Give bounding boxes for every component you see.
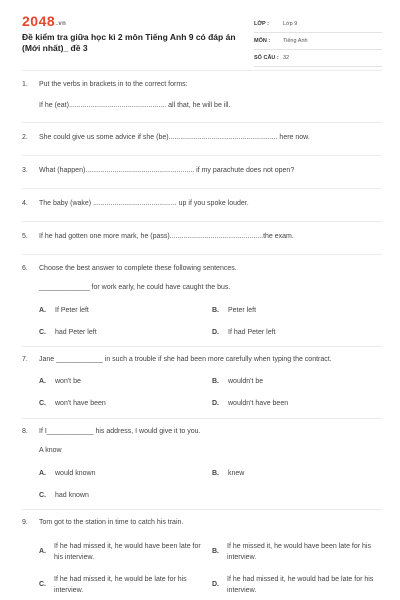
option-text: had Peter left: [55, 329, 97, 336]
option-letter: D.: [212, 329, 219, 336]
question-text: She could give us some advice if she (be)........................................................ here now.: [39, 134, 310, 141]
divider: [22, 509, 382, 510]
meta-row-lop: [254, 16, 382, 33]
option-letter: C.: [39, 492, 46, 499]
option-text: If had Peter left: [228, 329, 276, 336]
meta-socau-label: SỐ CÂU :: [254, 55, 279, 61]
question-text: If I____________ his address, I would give it to you.: [39, 428, 201, 435]
option-text: won't be: [55, 378, 81, 385]
option-letter: B.: [212, 548, 219, 555]
option-text: If he missed it, he would have been late for his interview.: [227, 543, 371, 561]
divider: [22, 418, 382, 419]
option-text: had known: [55, 492, 89, 499]
question-number: 9.: [22, 519, 28, 526]
option-letter: D.: [212, 400, 219, 407]
question-number: 1.: [22, 81, 28, 88]
site-logo[interactable]: [22, 13, 66, 29]
meta-socau-value: 32: [283, 55, 290, 61]
page-title: Đề kiểm tra giữa học kì 2 môn Tiếng Anh 9 có đáp án (Mới nhất)_ đề 3: [22, 32, 236, 53]
question-text: Jane ____________ in such a trouble if she had been more carefully when typing the contract.: [39, 356, 332, 363]
meta-row-mon: [254, 33, 382, 50]
option-text: If Peter left: [55, 307, 89, 314]
divider: [22, 122, 382, 123]
question-text: Tom got to the station in time to catch his train.: [39, 519, 184, 526]
option-text: wouldn't have been: [228, 400, 289, 407]
question-text: Choose the best answer to complete these following sentences.: [39, 265, 237, 272]
logo-suffix: .vn: [56, 21, 67, 27]
question-text: The baby (wake) ........................................... up if you spoke louder.: [39, 200, 249, 207]
meta-info: [254, 16, 382, 67]
logo-text: 2048: [22, 13, 56, 29]
option-letter: C.: [39, 400, 46, 407]
option-text: wouldn't be: [228, 378, 264, 385]
option-letter: A.: [39, 307, 46, 314]
option-letter: B.: [212, 307, 219, 314]
divider: [22, 155, 382, 156]
worksheet-header: [0, 0, 400, 70]
question-number: 2.: [22, 134, 28, 141]
option-text: won't have been: [55, 400, 106, 407]
option-text: Peter left: [228, 307, 257, 314]
divider: [22, 188, 382, 189]
question-number: 5.: [22, 233, 28, 240]
question-number: 7.: [22, 356, 28, 363]
option-text: If he had missed it, he would have been late for his interview.: [54, 543, 201, 561]
option-letter: B.: [212, 470, 219, 477]
option-letter: C.: [39, 329, 46, 336]
divider: [22, 70, 382, 71]
question-text: If he had gotten one more mark, he (pass)................................................the exam.: [39, 233, 294, 240]
meta-lop-value: Lớp 9: [283, 21, 298, 27]
option-letter: B.: [212, 378, 219, 385]
question-number: 4.: [22, 200, 28, 207]
question-sentence: A know: [39, 447, 62, 454]
option-letter: C.: [39, 581, 46, 588]
divider: [22, 346, 382, 347]
option-letter: A.: [39, 548, 46, 555]
option-letter: D.: [212, 581, 219, 588]
question-text: What (happen)........................................................ if my parachute does not open?: [39, 167, 295, 174]
divider: [22, 221, 382, 222]
meta-lop-label: LỚP :: [254, 21, 269, 27]
divider: [22, 254, 382, 255]
option-text: If he had missed it, he would be late for his interview.: [54, 576, 187, 594]
meta-row-socau: [254, 50, 382, 67]
question-text: Put the verbs in brackets in to the correct forms:: [39, 81, 188, 88]
question-sentence: If he (eat).................................................. all that, he will be ill.: [39, 102, 231, 109]
meta-mon-label: MÔN :: [254, 38, 271, 44]
option-text: knew: [228, 470, 245, 477]
meta-mon-value: Tiếng Anh: [283, 38, 308, 44]
option-letter: A.: [39, 378, 46, 385]
option-letter: A.: [39, 470, 46, 477]
option-text: If he had missed it, he would had be late for his interview.: [227, 576, 374, 594]
question-sentence: _____________ for work early, he could have caught the bus.: [39, 284, 231, 291]
option-text: would known: [55, 470, 96, 477]
question-number: 6.: [22, 265, 28, 272]
question-number: 8.: [22, 428, 28, 435]
question-number: 3.: [22, 167, 28, 174]
